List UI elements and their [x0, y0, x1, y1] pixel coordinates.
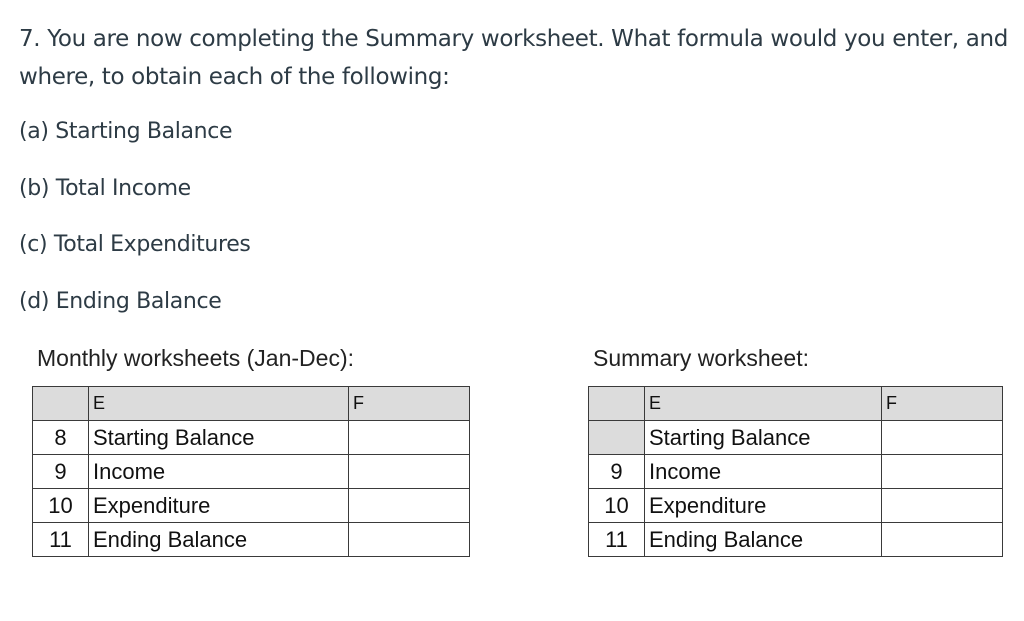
row-label: Ending Balance [645, 523, 882, 557]
column-header-e: E [645, 387, 882, 421]
formula-cell [882, 523, 1003, 557]
table-row [589, 421, 1003, 455]
column-header-f: F [882, 387, 1003, 421]
table-row [33, 455, 470, 489]
summary-caption: Summary worksheet: [593, 345, 810, 371]
table-row [33, 421, 470, 455]
formula-cell [882, 455, 1003, 489]
table-row [589, 489, 1003, 523]
row-label: Income [645, 455, 882, 489]
table-row [33, 523, 470, 557]
part-a: (a) Starting Balance [19, 119, 233, 144]
row-number: 11 [589, 523, 645, 557]
row-number: 9 [589, 455, 645, 489]
row-number: 9 [33, 455, 89, 489]
part-d: (d) Ending Balance [19, 289, 222, 314]
row-number: 10 [589, 489, 645, 523]
row-label: Ending Balance [89, 523, 349, 557]
formula-cell [349, 455, 470, 489]
question-text: 7. You are now completing the Summary worksheet. What formula would you enter, and where, to obtain each of the following: [19, 26, 1008, 90]
row-number: 10 [33, 489, 89, 523]
monthly-caption: Monthly worksheets (Jan-Dec): [37, 345, 354, 371]
row-label: Expenditure [89, 489, 349, 523]
row-number [589, 421, 645, 455]
part-b: (b) Total Income [19, 176, 191, 201]
column-header-f: F [349, 387, 470, 421]
formula-cell [882, 489, 1003, 523]
row-label: Starting Balance [645, 421, 882, 455]
header-row [589, 387, 1003, 421]
part-c: (c) Total Expenditures [19, 232, 251, 257]
formula-cell [349, 523, 470, 557]
row-label: Expenditure [645, 489, 882, 523]
table-row [589, 455, 1003, 489]
formula-cell [882, 421, 1003, 455]
table-row [589, 523, 1003, 557]
row-label: Starting Balance [89, 421, 349, 455]
corner-cell [589, 387, 645, 421]
formula-cell [349, 421, 470, 455]
summary-worksheet-table [588, 386, 1003, 557]
table-row [33, 489, 470, 523]
formula-cell [349, 489, 470, 523]
row-label: Income [89, 455, 349, 489]
header-row [33, 387, 470, 421]
row-number: 11 [33, 523, 89, 557]
corner-cell [33, 387, 89, 421]
monthly-worksheet-table [32, 386, 470, 557]
column-header-e: E [89, 387, 349, 421]
row-number: 8 [33, 421, 89, 455]
